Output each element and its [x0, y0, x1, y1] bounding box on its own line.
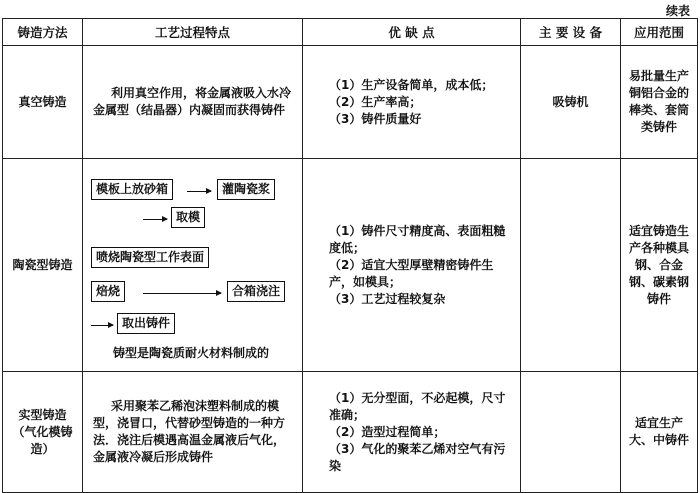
process-flow-diagram: [83, 165, 302, 365]
flow-arrow: [143, 293, 221, 294]
method-cell: 陶瓷型铸造: [3, 159, 83, 372]
method-cell: 实型铸造（气化模铸造）: [3, 372, 83, 493]
merit-item: （3）铸件质量好: [329, 111, 422, 126]
process-cell: 采用聚苯乙稀泡沫塑料制成的模型，浇冒口，代替砂型铸造的一种方法．浇注后模遇高温金属液后气化，金属液冷凝后形成铸件: [83, 372, 303, 493]
header-merits: 优 缺 点: [303, 19, 521, 46]
header-process: 工艺过程特点: [83, 19, 303, 46]
flow-step-box: 取出铸件: [117, 313, 175, 334]
flow-step-box: 取模: [171, 207, 205, 228]
merit-item: （1）铸件尺寸精度高、表面粗糙度低；: [329, 223, 506, 255]
table-row: [3, 159, 698, 372]
merit-item: （1）生产设备简单，成本低；: [329, 77, 494, 92]
continued-label: 续表: [665, 4, 690, 18]
header-method: 铸造方法: [3, 19, 83, 46]
flow-arrow: [91, 325, 113, 326]
merit-item: （2）造型过程简单；: [329, 424, 446, 439]
flow-note: 铸型是陶瓷质耐火材料制成的: [113, 346, 270, 360]
flow-step-box: 模板上放砂箱: [91, 179, 173, 200]
header-equipment: 主 要 设 备: [521, 19, 621, 46]
merit-item: （1）无分型面，不必起模，尺寸准确；: [329, 390, 506, 422]
process-cell: 利用真空作用，将金属液吸入水冷金属型（结晶器）内凝固而获得铸件: [83, 46, 303, 159]
flow-step-box: 焙烧: [91, 281, 125, 302]
merit-item: （3）气化的聚苯乙烯对空气有污染: [329, 441, 506, 473]
merit-item: （2）生产率高；: [329, 94, 422, 109]
table-row: [3, 372, 698, 493]
equipment-cell: [521, 372, 621, 493]
merit-item: （3）工艺过程较复杂: [329, 291, 446, 306]
flow-step-box: 合箱浇注: [227, 281, 285, 302]
flow-arrow: [143, 219, 167, 220]
flow-step-box: 灌陶瓷浆: [217, 179, 275, 200]
flow-arrow: [187, 191, 211, 192]
casting-methods-table: [2, 18, 698, 493]
application-cell: 适宜铸造生产各种模具钢、合金钢、碳素钢铸件: [621, 159, 698, 372]
header-row: [3, 19, 698, 46]
application-cell: 适宜生产大、中铸件: [621, 372, 698, 493]
flow-step-box: 喷烧陶瓷型工作表面: [91, 247, 209, 268]
equipment-cell: [521, 159, 621, 372]
merits-cell: [303, 159, 521, 372]
application-cell: 易批量生产铜铝合金的棒类、套筒类铸件: [621, 46, 698, 159]
header-application: 应用范围: [621, 19, 698, 46]
equipment-cell: 吸铸机: [521, 46, 621, 159]
merit-item: （2）适宜大型厚壁精密铸件生产，如模具；: [329, 257, 494, 289]
process-flow-cell: [83, 159, 303, 372]
merits-cell: [303, 372, 521, 493]
merits-cell: [303, 46, 521, 159]
method-cell: 真空铸造: [3, 46, 83, 159]
table-row: [3, 46, 698, 159]
